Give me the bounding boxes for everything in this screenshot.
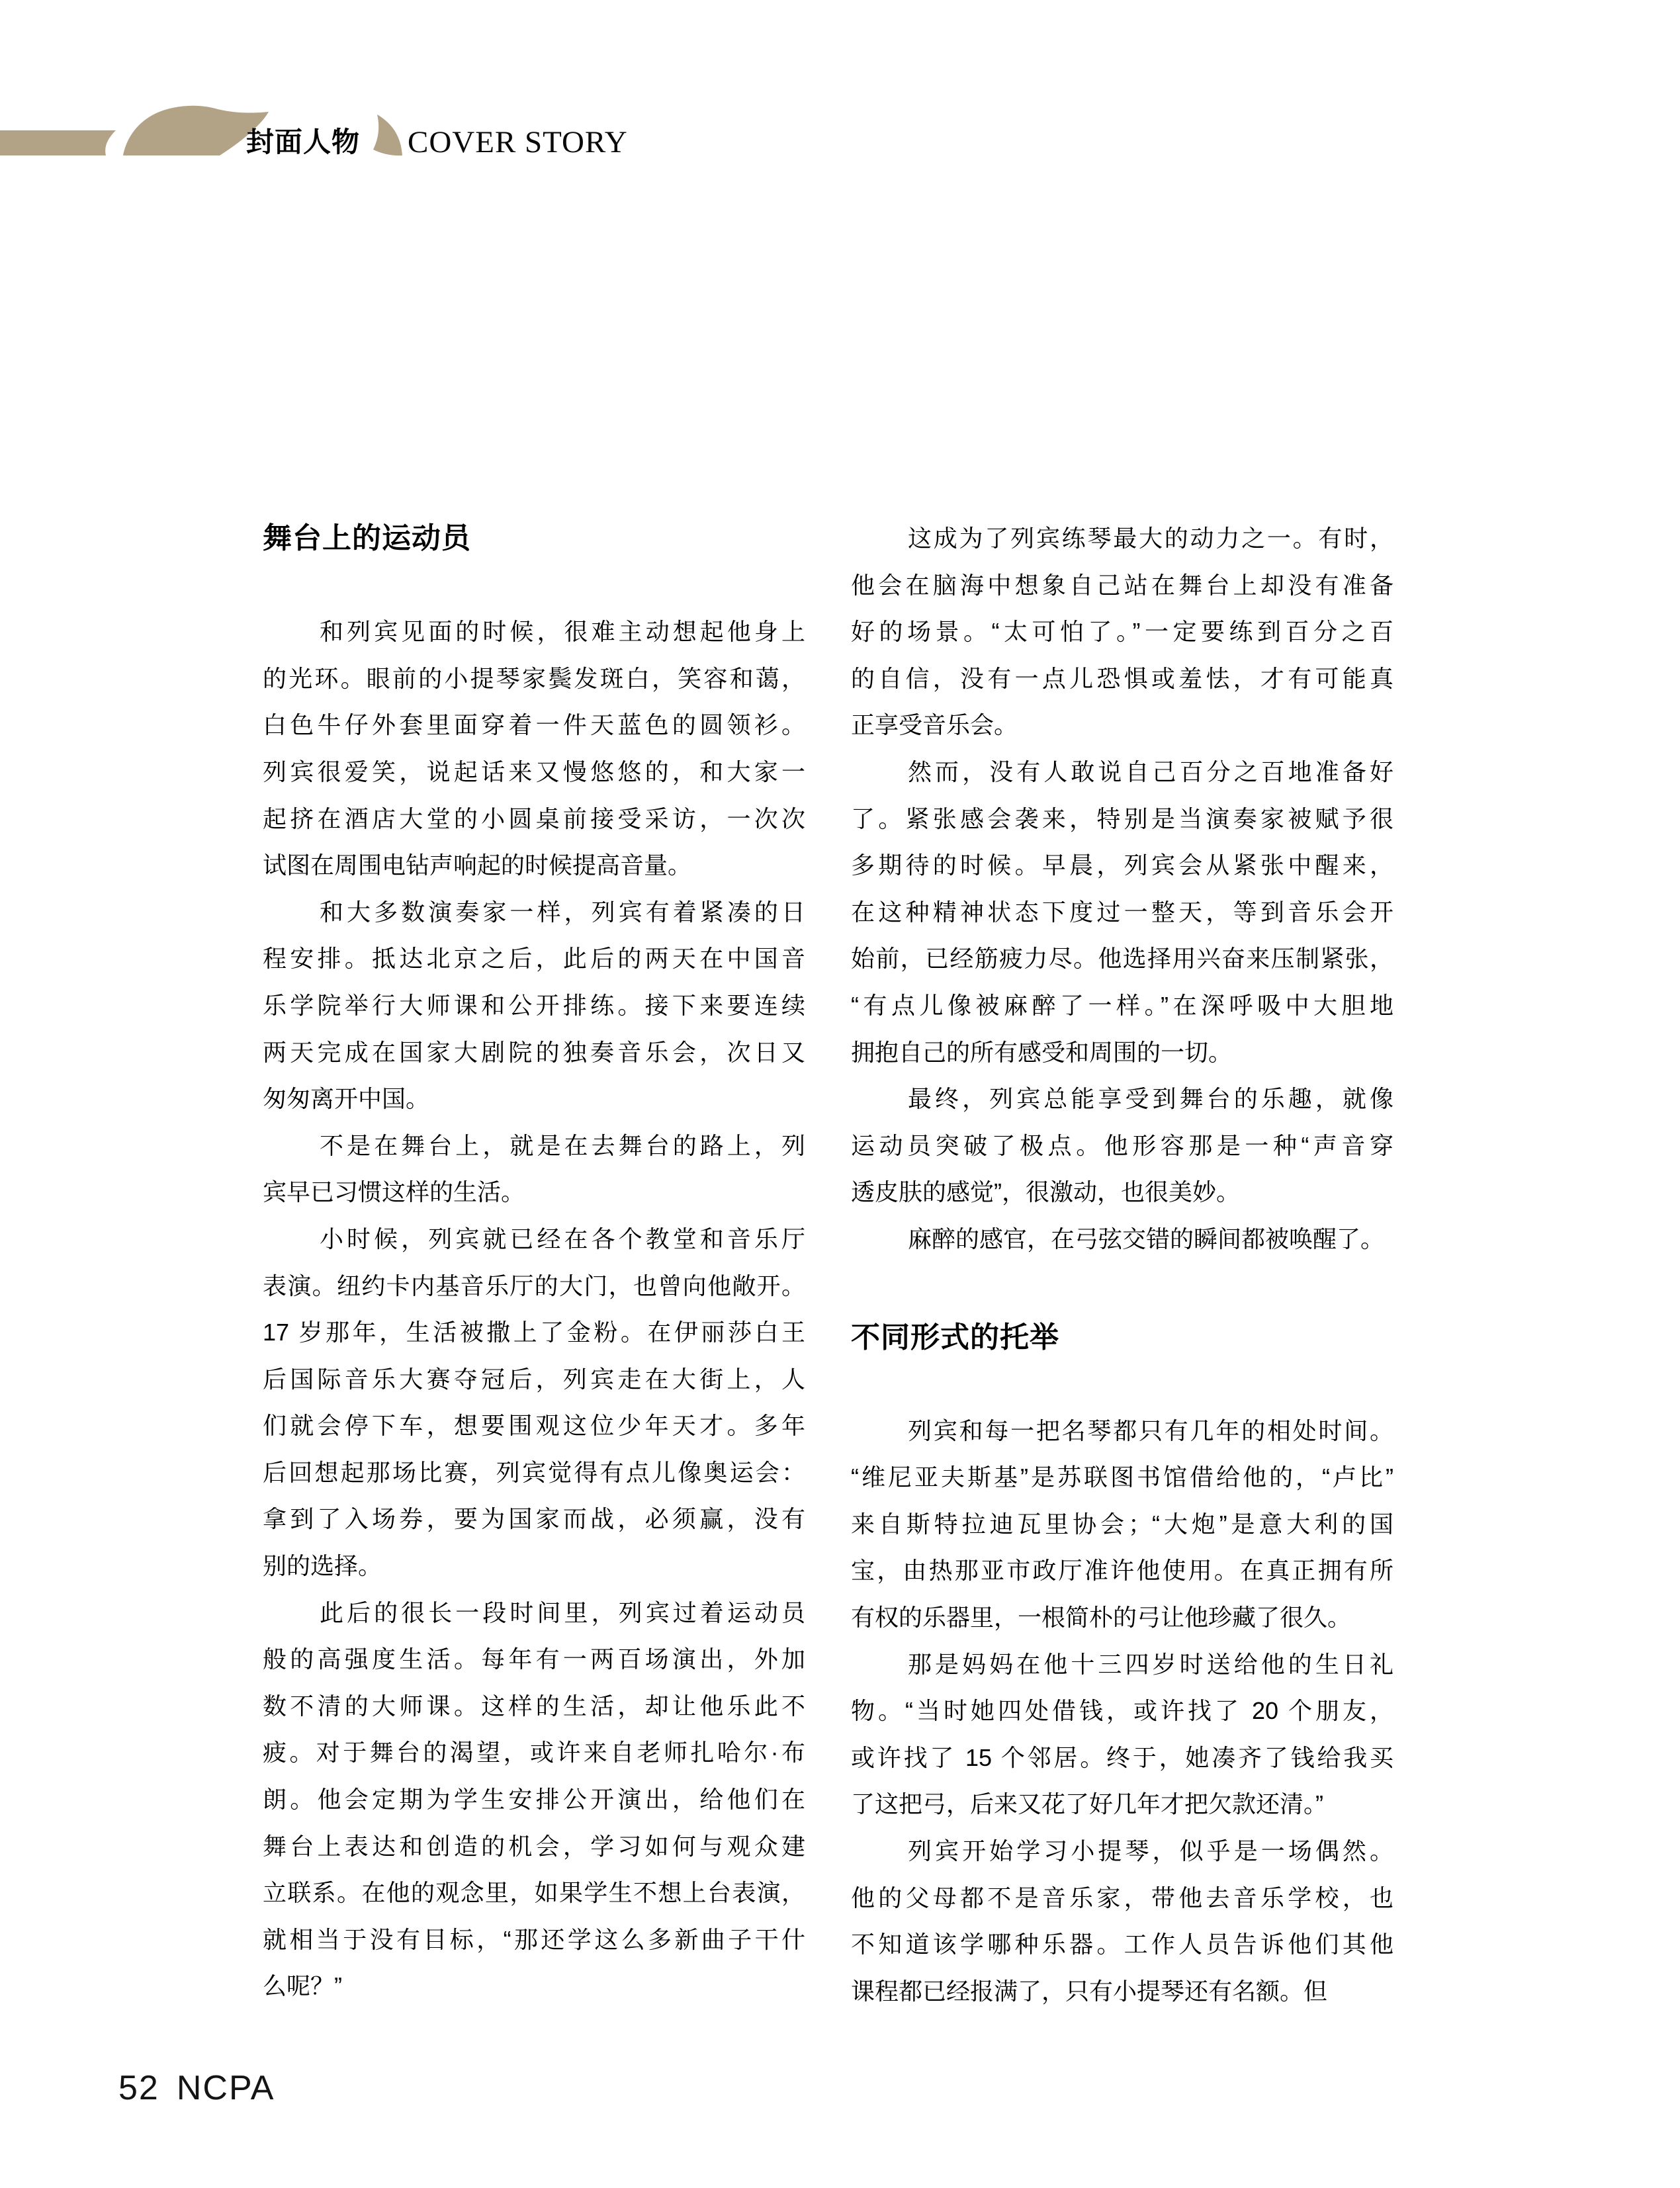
text-line: 正享受音乐会。 — [851, 711, 1018, 739]
text-line: 17 岁那年，生活被撒上了金粉。在伊丽莎白王 — [263, 1319, 805, 1346]
text-line: 列宾很爱笑，说起话来又慢悠悠的，和大家一 — [263, 758, 805, 785]
text-line: 的自信，没有一点儿恐惧或羞怯，才有可能真 — [851, 664, 1393, 692]
text-line: 程安排。抵达北京之后，此后的两天在中国音 — [263, 945, 805, 973]
brand-logo-text: NCPA — [176, 2069, 275, 2107]
page-footer — [118, 2070, 275, 2107]
section-heading: 舞台上的运动员 — [263, 522, 471, 554]
text-line: 了。紧张感会袭来，特别是当演奏家被赋予很 — [851, 805, 1393, 832]
text-line: 那是妈妈在他十三四岁时送给他的生日礼 — [908, 1650, 1393, 1678]
text-line: 么呢？” — [263, 1972, 342, 2000]
page-number: 52 — [118, 2069, 159, 2107]
text-line: 白色牛仔外套里面穿着一件天蓝色的圆领衫。 — [263, 711, 805, 739]
article-column-left — [263, 515, 805, 2010]
text-line: 不是在舞台上，就是在去舞台的路上，列 — [320, 1131, 805, 1159]
text-line: 和列宾见面的时候，很难主动想起他身上 — [320, 618, 805, 646]
text-line: 他的父母都不是音乐家，带他去音乐学校，也 — [851, 1884, 1393, 1911]
text-line: 朗。他会定期为学生安排公开演出，给他们在 — [263, 1786, 805, 1814]
text-line: 或许找了 15 个邻居。终于，她凑齐了钱给我买 — [851, 1743, 1393, 1771]
text-line: 然而，没有人敢说自己百分之百地准备好 — [908, 758, 1393, 785]
text-line: 他会在脑海中想象自己站在舞台上却没有准备 — [851, 571, 1393, 599]
header-band — [0, 0, 794, 198]
text-line: 和大多数演奏家一样，列宾有着紧凑的日 — [320, 898, 805, 926]
text-line: 立联系。在他的观念里，如果学生不想上台表演， — [263, 1879, 805, 1907]
text-line: 此后的很长一段时间里，列宾过着运动员 — [320, 1598, 805, 1626]
text-line: 匆匆离开中国。 — [263, 1085, 430, 1113]
text-line: 们就会停下车，想要围观这位少年天才。多年 — [263, 1412, 805, 1440]
article-column-right — [851, 515, 1393, 2015]
text-line: 这成为了列宾练琴最大的动力之一。有时， — [908, 525, 1393, 552]
text-line: 来自斯特拉迪瓦里协会；“大炮”是意大利的国 — [851, 1510, 1393, 1538]
text-line: 后国际音乐大赛夺冠后，列宾走在大街上，人 — [263, 1365, 805, 1393]
text-line: 就相当于没有目标，“那还学这么多新曲子干什 — [263, 1925, 805, 1953]
text-line: 最终，列宾总能享受到舞台的乐趣，就像 — [908, 1085, 1393, 1113]
text-line: “维尼亚夫斯基”是苏联图书馆借给他的，“卢比” — [851, 1464, 1393, 1491]
section-tag-zh: 封面人物 — [246, 126, 361, 157]
text-line: 列宾开始学习小提琴，似乎是一场偶然。 — [908, 1837, 1393, 1865]
text-line: 般的高强度生活。每年有一两百场演出，外加 — [263, 1645, 805, 1673]
text-line: 运动员突破了极点。他形容那是一种“声音穿 — [851, 1131, 1393, 1159]
text-line: 麻醉的感官，在弓弦交错的瞬间都被唤醒了。 — [908, 1225, 1385, 1252]
text-line: 物。“当时她四处借钱，或许找了 20 个朋友， — [851, 1697, 1393, 1725]
text-line: 宝，由热那亚市政厅准许他使用。在真正拥有所 — [851, 1557, 1393, 1585]
section-tag-en: COVER STORY — [408, 125, 628, 159]
text-line: 宾早已习惯这样的生活。 — [263, 1178, 525, 1206]
text-line: 的光环。眼前的小提琴家鬓发斑白，笑容和蔼， — [263, 664, 805, 692]
text-line: 舞台上表达和创造的机会，学习如何与观众建 — [263, 1832, 805, 1860]
section-heading: 不同形式的托举 — [851, 1321, 1059, 1354]
swoosh-bar — [0, 130, 116, 155]
text-line: 列宾和每一把名琴都只有几年的相处时间。 — [908, 1417, 1393, 1444]
text-line: “有点儿像被麻醉了一样。”在深呼吸中大胆地 — [851, 991, 1393, 1019]
text-line: 两天完成在国家大剧院的独奏音乐会，次日又 — [263, 1038, 805, 1066]
text-line: 始前，已经筋疲力尽。他选择用兴奋来压制紧张， — [851, 945, 1393, 973]
text-line: 别的选择。 — [263, 1552, 382, 1580]
text-line: 透皮肤的感觉”，很激动，也很美妙。 — [851, 1178, 1240, 1206]
text-line: 表演。纽约卡内基音乐厅的大门，也曾向他敞开。 — [263, 1272, 805, 1299]
text-line: 疲。对于舞台的渴望，或许来自老师扎哈尔·布 — [263, 1739, 805, 1767]
text-line: 数不清的大师课。这样的生活，却让他乐此不 — [263, 1692, 805, 1720]
text-line: 多期待的时候。早晨，列宾会从紧张中醒来， — [851, 852, 1393, 879]
text-line: 有权的乐器里，一根简朴的弓让他珍藏了很久。 — [851, 1604, 1352, 1632]
text-line: 后回想起那场比赛，列宾觉得有点儿像奥运会： — [263, 1458, 805, 1486]
text-line: 小时候，列宾就已经在各个教堂和音乐厅 — [320, 1225, 805, 1252]
text-line: 了这把弓，后来又花了好几年才把欠款还清。” — [851, 1790, 1323, 1818]
swoosh-tail — [373, 114, 402, 155]
text-line: 好的场景。“太可怕了。”一定要练到百分之百 — [851, 618, 1393, 646]
text-line: 试图在周围电钻声响起的时候提高音量。 — [263, 852, 692, 879]
text-line: 不知道该学哪种乐器。工作人员告诉他们其他 — [851, 1931, 1393, 1958]
text-line: 乐学院举行大师课和公开排练。接下来要连续 — [263, 991, 805, 1019]
text-line: 课程都已经报满了，只有小提琴还有名额。但 — [851, 1977, 1328, 2005]
text-line: 在这种精神状态下度过一整天，等到音乐会开 — [851, 898, 1393, 926]
text-line: 起挤在酒店大堂的小圆桌前接受采访，一次次 — [263, 805, 805, 832]
text-line: 拥抱自己的所有感受和周围的一切。 — [851, 1038, 1233, 1066]
text-line: 拿到了入场券，要为国家而战，必须赢，没有 — [263, 1505, 805, 1533]
